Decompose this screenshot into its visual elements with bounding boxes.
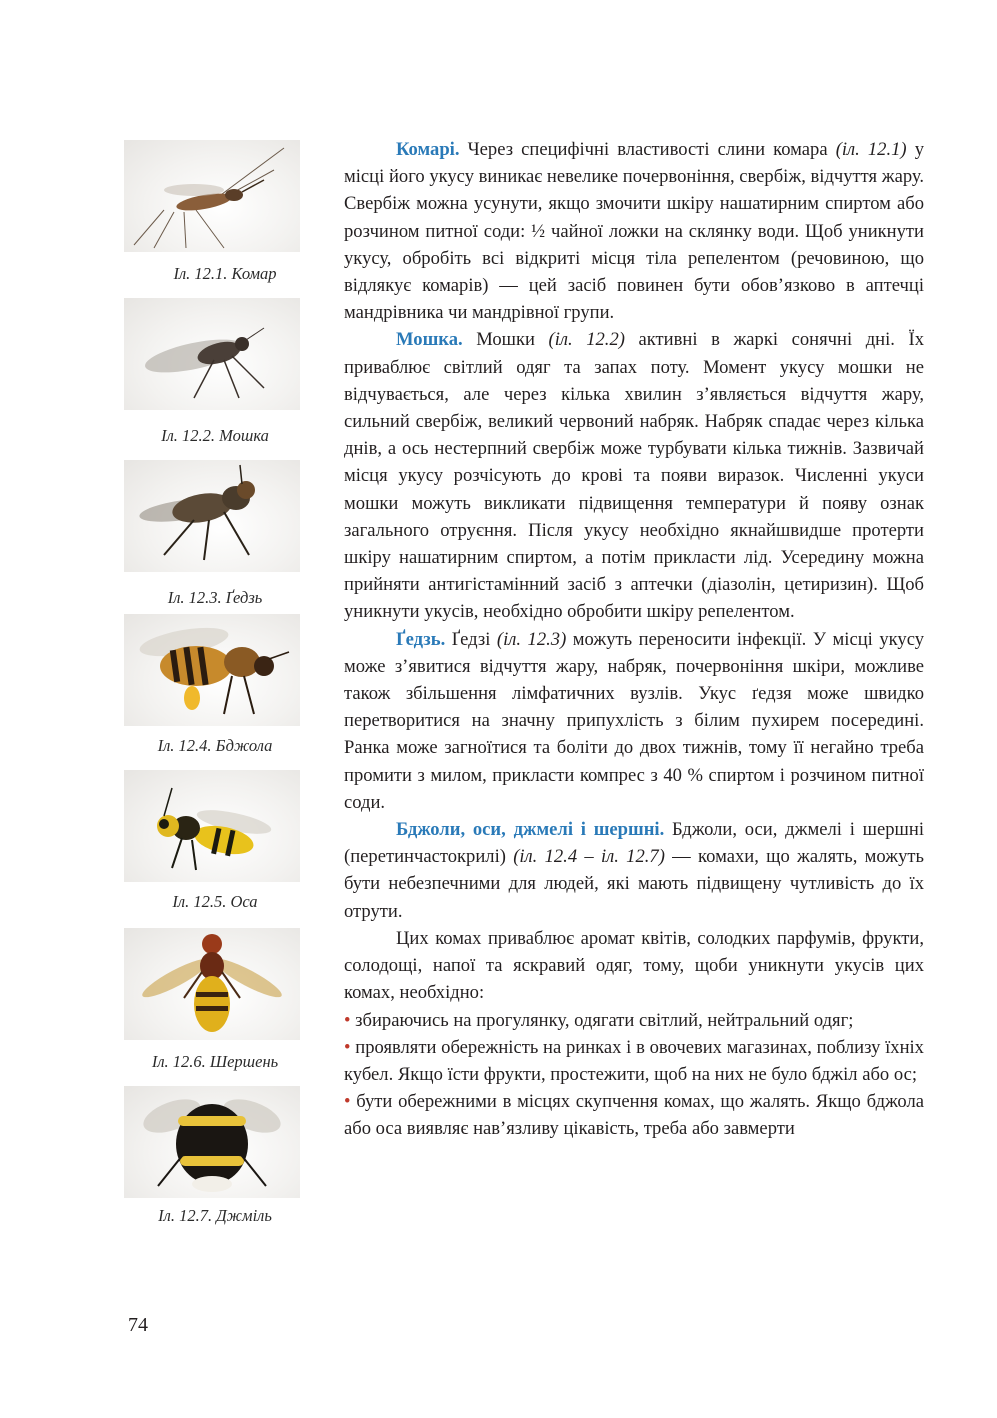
- paragraph-bees: [344, 816, 924, 925]
- figure-caption: Іл. 12.2. Мошка: [161, 426, 269, 445]
- paragraph-text: — комахи, що жалять, можуть бути небезпечними для людей, які мають підвищену чутливість до їх отрути.: [344, 846, 924, 922]
- paragraph-mosquito: [344, 136, 924, 326]
- paragraph-text: Ґедзі: [445, 628, 497, 650]
- figure-ref: (іл. 12.2): [548, 329, 625, 351]
- figure-caption: Іл. 12.5. Оса: [172, 892, 258, 911]
- main-text: [344, 136, 924, 1143]
- bullet-item: [344, 1007, 924, 1034]
- wasp-photo: [124, 770, 300, 882]
- horsefly-photo: [124, 460, 300, 572]
- bullet-item: [344, 1034, 924, 1088]
- figure-bee: [120, 614, 310, 764]
- paragraph-text: Через специфічні властивості слини комара: [459, 139, 836, 160]
- bumblebee-photo: [124, 1086, 300, 1198]
- paragraph-text: активні в жаркі сонячні дні. Їх приваблює світлий одяг та запах поту. Момент укусу мошки не відчувається, але через кілька хвилин з’являється відчуття жару, сильний свербіж, великий червоний набряк. Набряк спадає через кілька днів, а ось нестерпний свербіж може турбувати кілька тижнів. Зазвичай місця укусу розчісують до крові та появи виразок. Численні укуси мошки можуть викликати підвищення температури й появу ознак загального отруєння. Після укусу необхідно якнайшвидше протерти шкіру нашатирним спиртом, а потім прикласти лід. Усередину можна прийняти антигістамінний засіб з аптечки (діазолін, цетиризин). Щоб уникнути укусів, необхідно обробити шкіру репелентом.: [344, 329, 925, 623]
- paragraph-text: Мошки: [462, 329, 549, 351]
- figure-horsefly: [120, 460, 310, 610]
- paragraph-text: Бджоли, оси, джмелі і шершні (перетинчастокрилі): [344, 819, 924, 868]
- figure-caption: Іл. 12.4. Бджола: [157, 736, 273, 755]
- heading-mosquito: Комарі.: [396, 139, 460, 160]
- bullet-text: проявляти обережність на ринках і в овочевих магазинах, поблизу їхніх кубел. Якщо їсти фрукти, простежити, щоб на них не було бджіл або ос;: [344, 1036, 924, 1085]
- heading-blackfly: Мошка.: [396, 329, 463, 351]
- figure-caption: Іл. 12.7. Джміль: [158, 1206, 272, 1225]
- bullet-item: [344, 1088, 924, 1142]
- heading-horsefly: Ґедзь.: [396, 628, 446, 650]
- blackfly-photo: [124, 298, 300, 410]
- page-number: 74: [128, 1314, 148, 1336]
- figure-caption: Іл. 12.1. Комар: [173, 264, 277, 283]
- figure-caption: Іл. 12.3. Ґедзь: [167, 588, 263, 607]
- paragraph-text: у місці його укусу виникає невелике почервоніння, свербіж, відчуття жару. Свербіж можна усунути, якщо змочити шкіру нашатирним спиртом або розчином питної соди: ½ чайної ложки на склянку води. Щоб уникнути укусу, обробіть всі відкриті місця тіла репелентом (речовиною, що відлякує комарів) — цей засіб повинен бути обов’язково в аптечці мандрівника чи мандрівної групи.: [344, 139, 924, 324]
- hornet-photo: [124, 928, 300, 1040]
- figure-hornet: [120, 928, 310, 1078]
- heading-bees: Бджоли, оси, джмелі і шершні.: [396, 819, 665, 841]
- bullet-mark: •: [344, 1091, 351, 1113]
- bullet-mark: •: [344, 1009, 351, 1031]
- bullet-text: збираючись на прогулянку, одягати світлий, нейтральний одяг;: [355, 1009, 854, 1031]
- figure-ref: (іл. 12.4 – іл. 12.7): [513, 846, 665, 868]
- figure-ref: (іл. 12.1): [835, 139, 907, 160]
- figure-wasp: [120, 770, 310, 920]
- paragraph-attract: Цих комах приваблює аромат квітів, солодких парфумів, фрукти, солодощі, напої та яскравий одяг, тому, щоби уникнути укусів цих комах, необхідно:: [344, 927, 924, 1004]
- bee-photo: [124, 614, 300, 726]
- figure-caption: Іл. 12.6. Шершень: [151, 1052, 279, 1071]
- paragraph-horsefly: [344, 626, 924, 816]
- bullet-text: бути обережними в місцях скупчення комах, що жалять. Якщо бджола або оса виявляє нав’язливу цікавість, треба або завмерти: [344, 1091, 924, 1140]
- paragraph-blackfly: [344, 326, 924, 625]
- paragraph-text: можуть переносити інфекції. У місці укусу може з’явитися відчуття жару, набряк, почервоніння шкіри, можливе також збільшення лімфатичних вузлів. Укус ґедзя може швидко перетворитися на значну припухлість з білим пухирем посередині. Ранка може загноїтися та боліти до двох тижнів, тому її негайно треба промити з милом, прикласти компрес з 40 % спиртом і розчином питної соди.: [344, 628, 925, 813]
- figure-mosquito: [120, 140, 310, 290]
- figure-ref: (іл. 12.3): [496, 628, 567, 650]
- figure-bumblebee: [120, 1086, 310, 1236]
- mosquito-photo: [124, 140, 300, 252]
- figure-blackfly: [120, 298, 310, 448]
- bullet-mark: •: [344, 1036, 351, 1058]
